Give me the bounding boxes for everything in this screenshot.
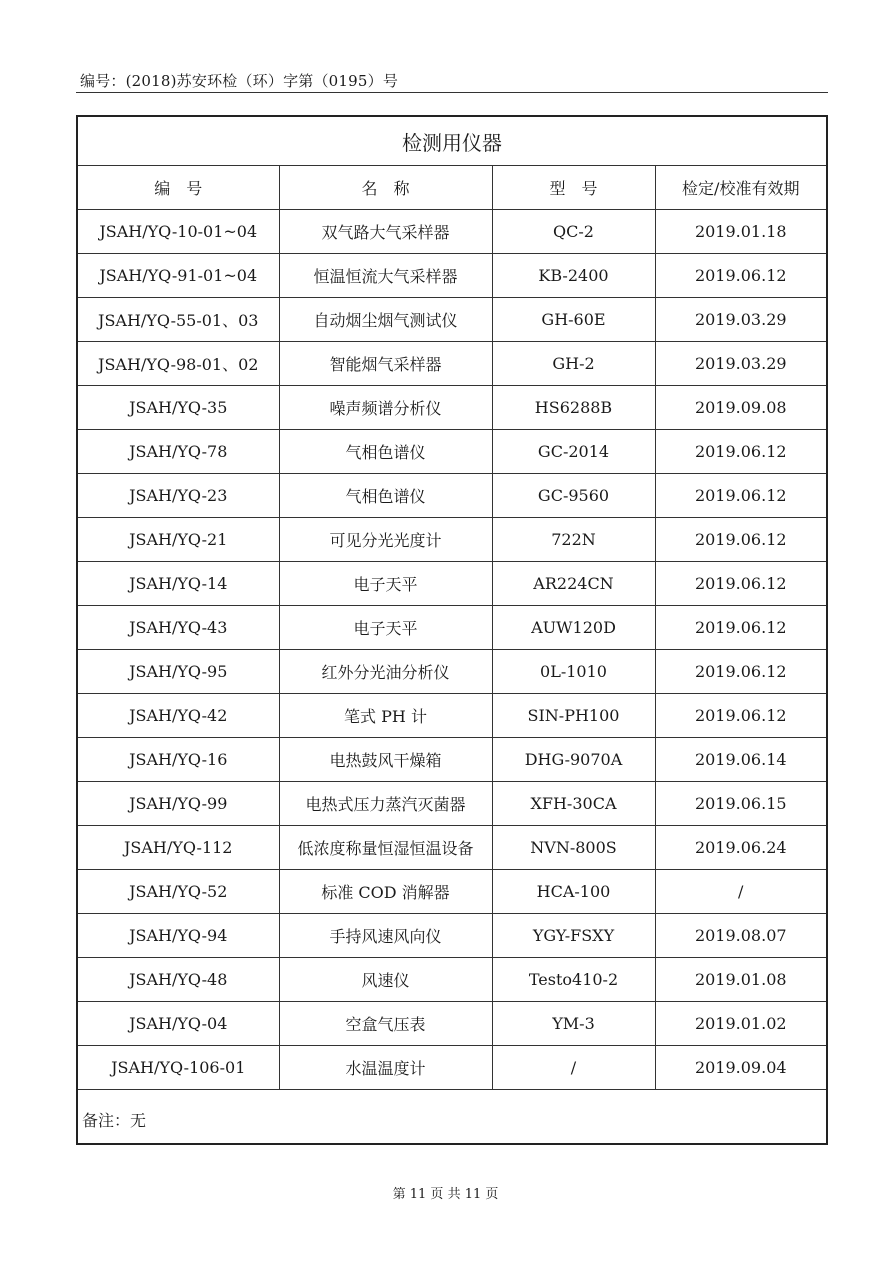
cell-instrument-number: JSAH/YQ-14 <box>78 562 279 606</box>
table-row <box>78 342 826 386</box>
column-header-number: 编 号 <box>78 166 279 210</box>
table-row <box>78 210 826 254</box>
column-header-name: 名 称 <box>279 166 492 210</box>
table-row <box>78 738 826 782</box>
cell-instrument-model: SIN-PH100 <box>492 694 655 738</box>
cell-instrument-model: / <box>492 1046 655 1090</box>
cell-instrument-model: XFH-30CA <box>492 782 655 826</box>
cell-validity-date: 2019.06.12 <box>655 518 826 562</box>
cell-validity-date: 2019.06.12 <box>655 606 826 650</box>
cell-validity-date: 2019.06.12 <box>655 694 826 738</box>
cell-instrument-model: GH-2 <box>492 342 655 386</box>
cell-validity-date: 2019.06.12 <box>655 650 826 694</box>
cell-instrument-number: JSAH/YQ-35 <box>78 386 279 430</box>
cell-validity-date: 2019.06.24 <box>655 826 826 870</box>
cell-instrument-number: JSAH/YQ-21 <box>78 518 279 562</box>
cell-validity-date: 2019.06.15 <box>655 782 826 826</box>
cell-instrument-name: 恒温恒流大气采样器 <box>279 254 492 298</box>
table-row <box>78 430 826 474</box>
cell-instrument-number: JSAH/YQ-55-01、03 <box>78 298 279 342</box>
cell-validity-date: 2019.01.02 <box>655 1002 826 1046</box>
table-row <box>78 474 826 518</box>
table-row <box>78 782 826 826</box>
cell-instrument-name: 双气路大气采样器 <box>279 210 492 254</box>
cell-instrument-number: JSAH/YQ-16 <box>78 738 279 782</box>
cell-instrument-number: JSAH/YQ-43 <box>78 606 279 650</box>
cell-instrument-number: JSAH/YQ-98-01、02 <box>78 342 279 386</box>
page-number: 第 11 页 共 11 页 <box>392 1187 499 1202</box>
cell-instrument-number: JSAH/YQ-112 <box>78 826 279 870</box>
cell-instrument-number: JSAH/YQ-42 <box>78 694 279 738</box>
cell-instrument-model: QC-2 <box>492 210 655 254</box>
column-header-model: 型 号 <box>492 166 655 210</box>
cell-instrument-name: 风速仪 <box>279 958 492 1002</box>
cell-instrument-model: DHG-9070A <box>492 738 655 782</box>
cell-instrument-model: GC-2014 <box>492 430 655 474</box>
cell-validity-date: 2019.03.29 <box>655 298 826 342</box>
cell-instrument-model: HCA-100 <box>492 870 655 914</box>
cell-validity-date: 2019.06.12 <box>655 254 826 298</box>
cell-instrument-name: 笔式 PH 计 <box>279 694 492 738</box>
table-row <box>78 870 826 914</box>
table-row <box>78 958 826 1002</box>
cell-instrument-number: JSAH/YQ-99 <box>78 782 279 826</box>
table-row <box>78 1046 826 1090</box>
cell-instrument-name: 可见分光光度计 <box>279 518 492 562</box>
table-row <box>78 650 826 694</box>
instrument-table-body <box>78 117 826 1090</box>
cell-validity-date: 2019.06.12 <box>655 474 826 518</box>
cell-instrument-model: NVN-800S <box>492 826 655 870</box>
table-row <box>78 826 826 870</box>
table-title: 检测用仪器 <box>78 117 826 166</box>
cell-instrument-number: JSAH/YQ-10-01~04 <box>78 210 279 254</box>
header-divider <box>76 92 828 93</box>
cell-instrument-name: 水温温度计 <box>279 1046 492 1090</box>
cell-instrument-model: HS6288B <box>492 386 655 430</box>
cell-instrument-name: 电热鼓风干燥箱 <box>279 738 492 782</box>
table-title-row <box>78 117 826 166</box>
table-row <box>78 518 826 562</box>
cell-instrument-model: YGY-FSXY <box>492 914 655 958</box>
cell-validity-date: 2019.09.04 <box>655 1046 826 1090</box>
cell-instrument-name: 手持风速风向仪 <box>279 914 492 958</box>
cell-validity-date: 2019.06.12 <box>655 430 826 474</box>
cell-instrument-number: JSAH/YQ-48 <box>78 958 279 1002</box>
cell-instrument-number: JSAH/YQ-91-01~04 <box>78 254 279 298</box>
cell-instrument-name: 自动烟尘烟气测试仪 <box>279 298 492 342</box>
cell-instrument-model: AUW120D <box>492 606 655 650</box>
cell-instrument-name: 低浓度称量恒湿恒温设备 <box>279 826 492 870</box>
cell-validity-date: 2019.09.08 <box>655 386 826 430</box>
instrument-table-frame <box>76 115 828 1145</box>
cell-instrument-model: AR224CN <box>492 562 655 606</box>
cell-instrument-model: GH-60E <box>492 298 655 342</box>
table-row <box>78 298 826 342</box>
cell-validity-date: 2019.03.29 <box>655 342 826 386</box>
cell-instrument-name: 红外分光油分析仪 <box>279 650 492 694</box>
cell-instrument-number: JSAH/YQ-23 <box>78 474 279 518</box>
cell-instrument-number: JSAH/YQ-52 <box>78 870 279 914</box>
cell-validity-date: 2019.06.14 <box>655 738 826 782</box>
table-row <box>78 1002 826 1046</box>
cell-validity-date: 2019.08.07 <box>655 914 826 958</box>
cell-instrument-name: 电子天平 <box>279 562 492 606</box>
cell-instrument-name: 智能烟气采样器 <box>279 342 492 386</box>
remarks: 备注：无 <box>82 1111 147 1130</box>
cell-instrument-name: 气相色谱仪 <box>279 430 492 474</box>
cell-instrument-model: KB-2400 <box>492 254 655 298</box>
cell-instrument-name: 噪声频谱分析仪 <box>279 386 492 430</box>
instrument-table <box>78 117 826 1090</box>
cell-instrument-name: 气相色谱仪 <box>279 474 492 518</box>
cell-instrument-number: JSAH/YQ-95 <box>78 650 279 694</box>
table-row <box>78 914 826 958</box>
cell-validity-date: / <box>655 870 826 914</box>
table-row <box>78 694 826 738</box>
cell-instrument-model: 0L-1010 <box>492 650 655 694</box>
table-row <box>78 254 826 298</box>
cell-instrument-number: JSAH/YQ-106-01 <box>78 1046 279 1090</box>
cell-instrument-model: GC-9560 <box>492 474 655 518</box>
table-header-row <box>78 166 826 210</box>
cell-validity-date: 2019.06.12 <box>655 562 826 606</box>
cell-instrument-name: 电热式压力蒸汽灭菌器 <box>279 782 492 826</box>
cell-instrument-number: JSAH/YQ-04 <box>78 1002 279 1046</box>
cell-instrument-model: Testo410-2 <box>492 958 655 1002</box>
column-header-validity: 检定/校准有效期 <box>655 166 826 210</box>
cell-instrument-model: 722N <box>492 518 655 562</box>
cell-instrument-number: JSAH/YQ-94 <box>78 914 279 958</box>
table-row <box>78 386 826 430</box>
table-row <box>78 562 826 606</box>
cell-validity-date: 2019.01.08 <box>655 958 826 1002</box>
cell-instrument-model: YM-3 <box>492 1002 655 1046</box>
document-number: 编号：(2018)苏安环检（环）字第（0195）号 <box>80 72 399 90</box>
table-row <box>78 606 826 650</box>
cell-instrument-name: 空盒气压表 <box>279 1002 492 1046</box>
cell-instrument-number: JSAH/YQ-78 <box>78 430 279 474</box>
cell-validity-date: 2019.01.18 <box>655 210 826 254</box>
cell-instrument-name: 标准 COD 消解器 <box>279 870 492 914</box>
cell-instrument-name: 电子天平 <box>279 606 492 650</box>
